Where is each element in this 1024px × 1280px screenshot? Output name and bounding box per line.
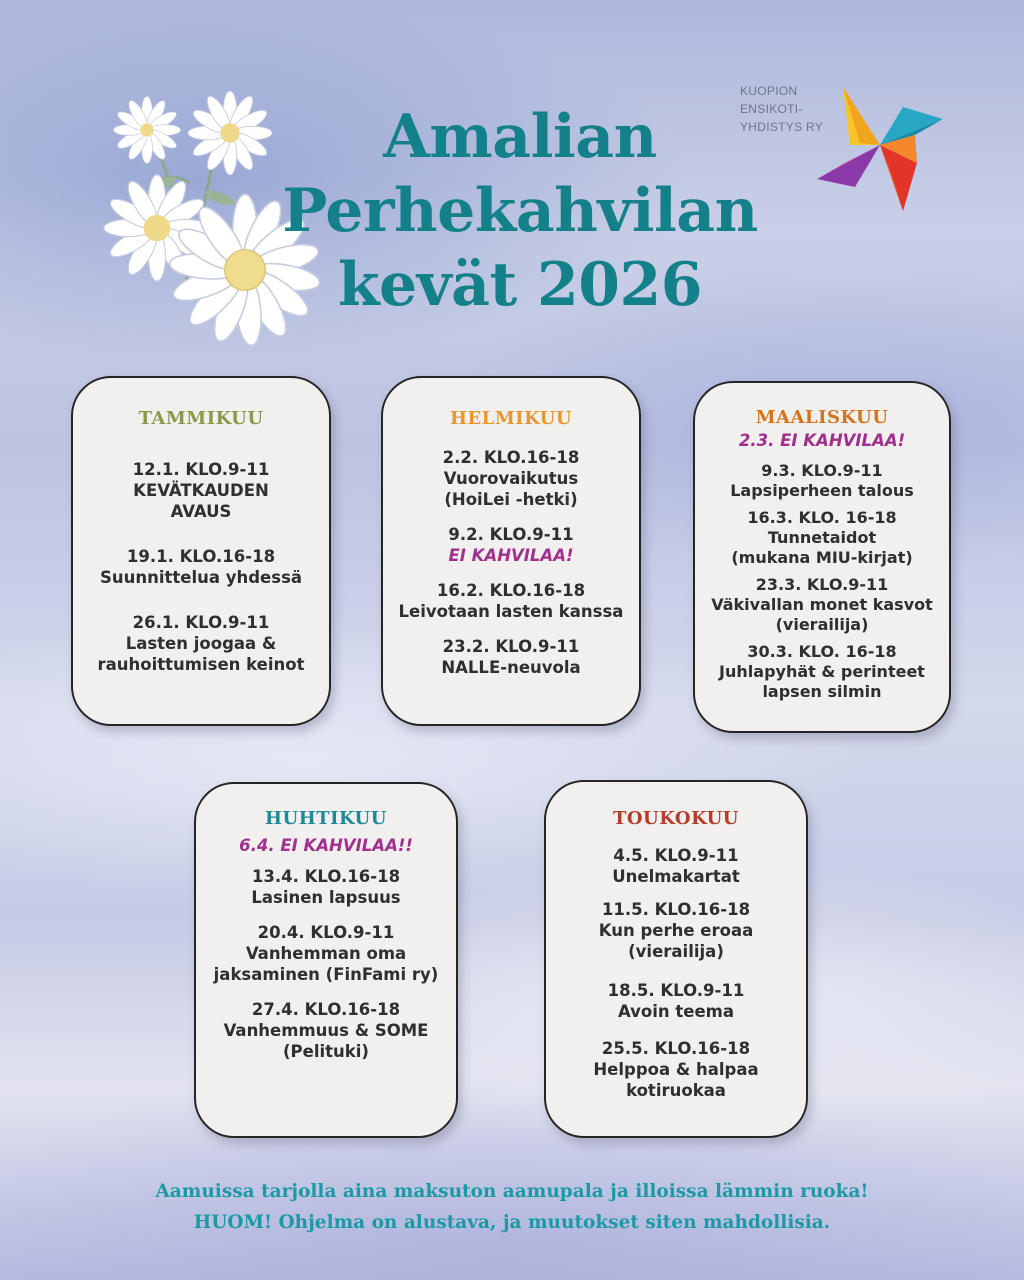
event-item [196,922,456,985]
logo-line-3: YHDISTYS RY [740,120,824,134]
event-item [73,612,329,675]
no-cafe-notice: EI KAHVILAA! [448,546,574,565]
logo-line-2: ENSIKOTI- [740,102,803,116]
event-text: Avoin teema [617,1002,734,1021]
event-date: 30.3. KLO. 16-18 [747,642,897,661]
event-item [546,1038,806,1101]
footer-notice [0,1176,1024,1238]
title-line-2: Perhekahvilan [282,176,758,246]
event-date: 2.2. KLO.16-18 [442,448,580,467]
event-date: 9.3. KLO.9-11 [761,461,883,480]
month-title-tammikuu: TAMMIKUU [138,408,264,429]
month-title-helmikuu: HELMIKUU [449,408,573,429]
event-item [546,899,806,962]
event-date: 16.3. KLO. 16-18 [747,508,897,527]
month-card-toukokuu [544,780,808,1138]
event-text: (vierailija) [775,615,869,634]
event-text: Lasinen lapsuus [251,888,401,907]
event-date: 11.5. KLO.16-18 [601,900,751,919]
event-text: kotiruokaa [626,1081,726,1100]
footer-line-2: HUOM! Ohjelma on alustava, ja muutokset siten mahdollisia. [193,1212,831,1233]
event-text: lapsen silmin [762,682,882,701]
logo-line-1: KUOPION [740,84,798,98]
event-text: KEVÄTKAUDEN [133,481,269,500]
event-date: 16.2. KLO.16-18 [436,581,586,600]
footer-line-1: Aamuissa tarjolla aina maksuton aamupala ja illoissa lämmin ruoka! [155,1181,869,1202]
event-text: Lapsiperheen talous [730,481,914,500]
month-card-huhtikuu [194,782,458,1138]
event-item [695,642,949,702]
event-text: Vuorovaikutus [443,469,579,488]
event-text: (HoiLei -hetki) [444,490,578,509]
event-date: 25.5. KLO.16-18 [601,1039,751,1058]
event-text: Väkivallan monet kasvot [711,595,933,614]
event-date: 12.1. KLO.9-11 [132,460,270,479]
event-item [383,636,639,678]
event-item [383,524,639,566]
event-date: 4.5. KLO.9-11 [613,846,739,865]
event-item [695,461,949,501]
event-text: Juhlapyhät & perinteet [719,662,925,681]
event-text: rauhoittumisen keinot [97,655,305,674]
event-text: (Pelituki) [283,1042,369,1061]
event-item [73,459,329,522]
month-card-helmikuu [381,376,641,726]
event-text: Vanhemman oma [245,944,407,963]
event-text: (vierailija) [628,942,724,961]
event-item [695,508,949,568]
month-card-maaliskuu [693,381,951,733]
event-text: NALLE-neuvola [441,658,581,677]
event-date: 19.1. KLO.16-18 [126,547,276,566]
title-line-3: kevät 2026 [337,250,703,320]
month-title-huhtikuu: HUHTIKUU [265,808,387,829]
event-text: (mukana MIU-kirjat) [731,548,913,567]
event-text: Lasten joogaa & [125,634,277,653]
event-text: Leivotaan lasten kanssa [398,602,624,621]
event-text: Tunnetaidot [767,528,877,547]
event-item [695,575,949,635]
no-cafe-notice: 2.3. EI KAHVILAA! [738,431,906,450]
event-item [383,447,639,510]
event-item [383,580,639,622]
title-line-1: Amalian [383,102,657,172]
event-date: 13.4. KLO.16-18 [251,867,401,886]
organization-logo [740,78,950,218]
event-text: Kun perhe eroaa [598,921,754,940]
event-item [546,845,806,887]
month-title-toukokuu: TOUKOKUU [612,808,739,829]
event-item [546,980,806,1022]
event-date: 23.2. KLO.9-11 [442,637,580,656]
event-date: 23.3. KLO.9-11 [755,575,889,594]
event-date: 27.4. KLO.16-18 [251,1000,401,1019]
event-item [196,999,456,1062]
pinwheel-icon [815,83,945,213]
event-text: Vanhemmuus & SOME [223,1021,429,1040]
event-date: 18.5. KLO.9-11 [607,981,745,1000]
event-text: Unelmakartat [612,867,740,886]
event-text: Helppoa & halpaa [593,1060,759,1079]
no-cafe-notice: 6.4. EI KAHVILAA!! [239,836,413,855]
month-card-tammikuu [71,376,331,726]
event-item [73,546,329,588]
event-date: 9.2. KLO.9-11 [448,525,574,544]
event-text: Suunnittelua yhdessä [99,568,303,587]
month-title-maaliskuu: MAALISKUU [755,407,889,428]
event-date: 20.4. KLO.9-11 [257,923,395,942]
event-text: jaksaminen (FinFami ry) [213,965,439,984]
event-text: AVAUS [170,502,232,521]
event-date: 26.1. KLO.9-11 [132,613,270,632]
event-item [196,866,456,908]
